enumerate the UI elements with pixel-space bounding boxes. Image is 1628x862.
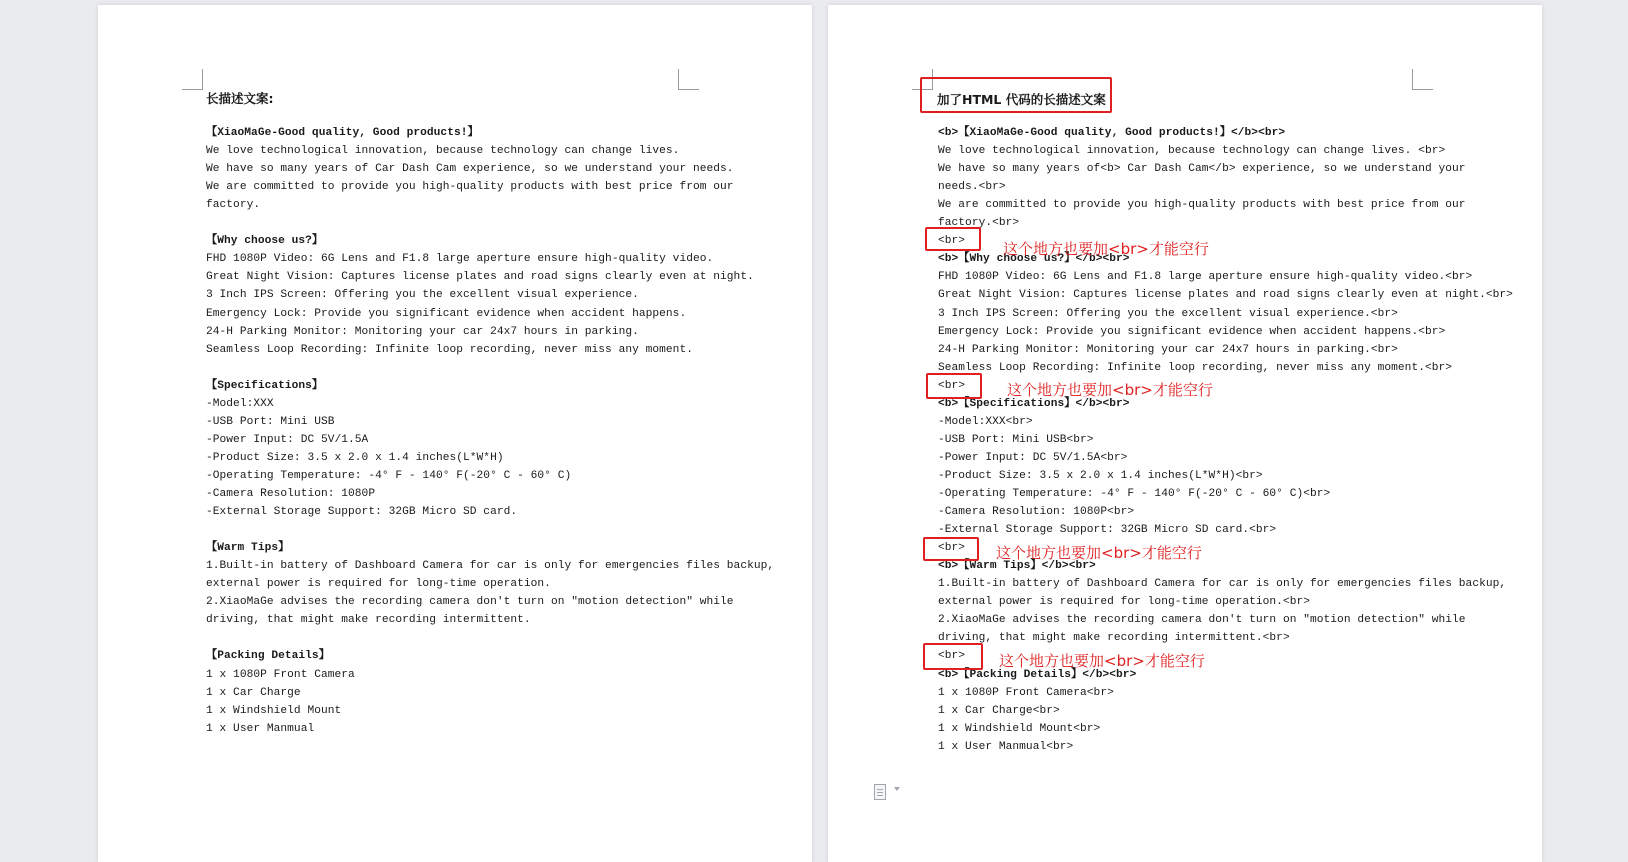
text-line: 1 x 1080P Front Camera [206,668,355,681]
right-document-page [828,5,1542,862]
text-line: -Model:XXX [206,397,274,410]
text-line: -Product Size: 3.5 x 2.0 x 1.4 inches(L*W*H) [206,451,504,464]
annotation-note: 这个地方也要加<br>才能空行 [999,652,1205,670]
text-line: -Power Input: DC 5V/1.5A<br> [938,451,1128,464]
text-line: <b>【Why choose us?】</b><br> [938,253,1130,266]
text-line: Emergency Lock: Provide you significant evidence when accident happens.<br> [938,325,1446,338]
text-line: <br> [938,379,966,392]
text-line: -Model:XXX<br> [938,415,1033,428]
text-line: external power is required for long-time operation. [206,578,551,591]
text-line: -Power Input: DC 5V/1.5A [206,433,369,446]
annotation-note: 这个地方也要加<br>才能空行 [1003,240,1209,258]
text-line: We have so many years of Car Dash Cam experience, so we understand your needs. [206,163,734,176]
text-line: 1 x User Manmual [206,722,315,735]
text-line: 【XiaoMaGe-Good quality, Good products!】 [206,127,479,139]
text-line: We love technological innovation, because technology can change lives. [206,145,680,158]
text-line: -External Storage Support: 32GB Micro SD card. [206,506,518,519]
left-document-page [98,5,812,862]
text-line: We are committed to provide you high-quality products with best price from our [206,181,734,194]
left-heading: 长描述文案: [206,91,274,106]
text-line: We love technological innovation, because technology can change lives. <br> [938,145,1446,158]
chevron-down-icon[interactable] [894,787,900,791]
text-line: factory. [206,199,261,212]
page-corner-mark [1412,69,1433,90]
text-line: FHD 1080P Video: 6G Lens and F1.8 large aperture ensure high-quality video. [206,253,714,266]
document-icon[interactable] [874,784,886,800]
text-line: needs.<br> [938,181,1006,194]
text-line: -USB Port: Mini USB [206,415,335,428]
text-line: Seamless Loop Recording: Infinite loop recording, never miss any moment.<br> [938,361,1453,374]
text-line: -Operating Temperature: -4° F - 140° F(-20° C - 60° C) [206,469,572,482]
text-line: We have so many years of<b> Car Dash Cam</b> experience, so we understand your [938,163,1466,176]
text-line: 3 Inch IPS Screen: Offering you the excellent visual experience. [206,289,639,302]
text-line: 1 x 1080P Front Camera<br> [938,686,1114,699]
br-highlight-box [923,537,979,561]
text-line: <b>【Warm Tips】</b><br> [938,560,1096,573]
text-line: 【Specifications】 [206,379,324,392]
text-line: factory.<br> [938,217,1020,230]
text-line: 【Packing Details】 [206,650,330,663]
text-line: -Camera Resolution: 1080P [206,488,376,500]
br-highlight-box [923,643,983,670]
text-line: 2.XiaoMaGe advises the recording camera don't turn on "motion detection" while [206,596,734,609]
br-highlight-box [925,227,981,251]
text-line: Seamless Loop Recording: Infinite loop recording, never miss any moment. [206,343,693,356]
text-line: We are committed to provide you high-quality products with best price from our [938,199,1466,212]
text-line: <br> [938,650,966,663]
br-highlight-box [926,373,982,399]
annotation-note: 这个地方也要加<br>才能空行 [1007,381,1213,399]
text-line: 24-H Parking Monitor: Monitoring your car 24x7 hours in parking.<br> [938,343,1398,356]
text-line: <b>【Specifications】</b><br> [938,397,1130,410]
text-line: 3 Inch IPS Screen: Offering you the excellent visual experience.<br> [938,307,1398,320]
text-line: <b>【XiaoMaGe-Good quality, Good products!】</b><br> [938,127,1286,139]
text-line: <br> [938,235,966,248]
text-line: 1 x Car Charge [206,686,301,699]
text-line: 1.Built-in battery of Dashboard Camera for car is only for emergencies files backup, [938,578,1507,591]
text-line: 1 x Car Charge<br> [938,704,1060,717]
text-line: 24-H Parking Monitor: Monitoring your car 24x7 hours in parking. [206,325,639,338]
annotation-note: 这个地方也要加<br>才能空行 [996,544,1202,562]
text-line: 1 x User Manmual<br> [938,740,1074,753]
text-line: driving, that might make recording intermittent. [206,614,531,627]
text-line: 1 x Windshield Mount [206,704,342,717]
text-line: -Operating Temperature: -4° F - 140° F(-20° C - 60° C)<br> [938,488,1331,500]
text-line: external power is required for long-time operation.<br> [938,596,1310,609]
page-corner-mark [678,69,699,90]
text-line: <br> [938,542,966,555]
text-line: 1 x Windshield Mount<br> [938,722,1101,735]
text-line: -Camera Resolution: 1080P<br> [938,506,1135,519]
text-line: FHD 1080P Video: 6G Lens and F1.8 large aperture ensure high-quality video.<br> [938,271,1473,284]
text-line: Emergency Lock: Provide you significant evidence when accident happens. [206,307,687,320]
text-line: driving, that might make recording intermittent.<br> [938,632,1290,645]
text-line: 1.Built-in battery of Dashboard Camera for car is only for emergencies files backup, [206,560,775,573]
text-line: Great Night Vision: Captures license plates and road signs clearly even at night.<br> [938,289,1513,302]
right-heading: 加了HTML 代码的长描述文案 [937,92,1106,107]
text-line: -External Storage Support: 32GB Micro SD card.<br> [938,524,1277,537]
text-line: 【Why choose us?】 [206,235,324,248]
text-line: <b>【Packing Details】</b><br> [938,668,1137,681]
text-line: -Product Size: 3.5 x 2.0 x 1.4 inches(L*W*H)<br> [938,469,1263,482]
page-corner-mark [182,69,203,90]
text-line: -USB Port: Mini USB<br> [938,433,1094,446]
text-line: 2.XiaoMaGe advises the recording camera don't turn on "motion detection" while [938,614,1466,627]
text-line: Great Night Vision: Captures license plates and road signs clearly even at night. [206,271,754,284]
text-line: 【Warm Tips】 [206,542,290,555]
